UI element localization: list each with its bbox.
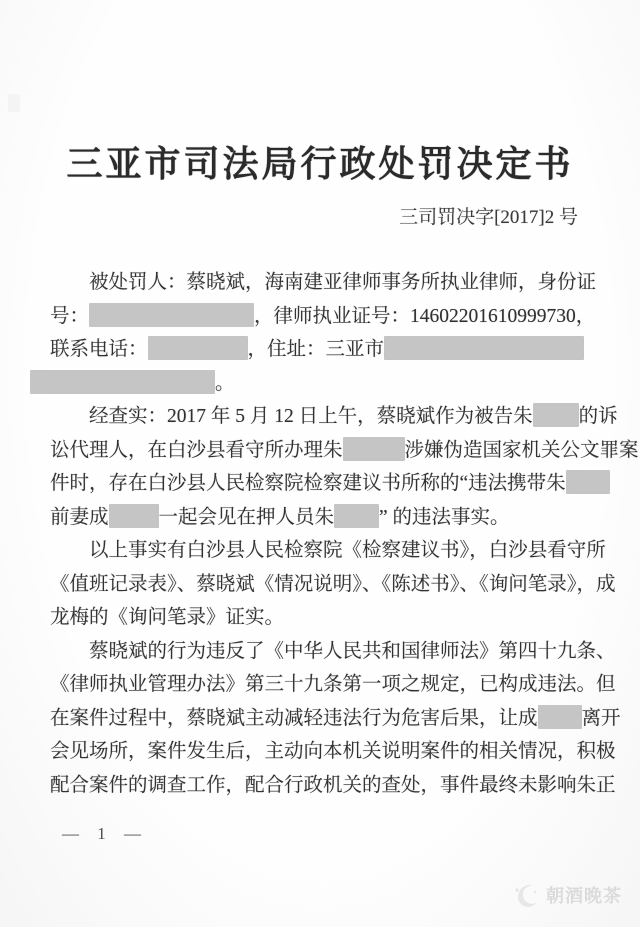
document-line [50,467,610,501]
document-line [50,367,610,401]
document-text: 离开 [581,707,621,729]
redaction-box [89,303,254,327]
document-line [50,333,610,367]
document-line [50,400,618,434]
document-text: 以上事实有白沙县人民检察院《检察建议书》，白沙县看守所 [89,540,606,561]
document-text: 涉嫌伪造国家机关公文罪案 [404,439,639,461]
document-text: 。 [215,372,235,394]
document-text: 经查实：2017 年 5 月 12 日上午，蔡晓斌作为被告朱 [89,406,533,427]
redaction-box [538,705,582,729]
redaction-box [334,504,379,528]
document-text: 配合案件的调查工作，配合行政机关的查处，事件最终未影响朱正 [50,774,616,796]
moon-doodle-icon [512,880,542,910]
document-text: 《值班记录表》、蔡晓斌《情况说明》、《陈述书》、《询问笔录》，成 [50,573,616,595]
document-line [50,769,616,803]
redaction-box [109,504,159,528]
document-text: 件时，存在白沙县人民检察院检察建议书所称的“违法携带朱 [50,473,566,494]
redaction-box [343,437,405,461]
document-text: ，律师执业证号：14602201610999730， [254,305,596,327]
document-line [50,601,610,635]
document-body [50,266,639,802]
document-line [50,735,616,769]
document-line [50,534,610,568]
document-line [50,668,616,702]
document-line [50,568,616,602]
watermark [512,880,622,910]
document-text: 会见场所，案件发生后，主动向本机关说明案件的相关情况，积极 [50,741,616,762]
document-line [50,266,610,300]
document-text: 龙梅的《询问笔录》证实。 [50,607,285,628]
document-line [50,434,639,468]
document-text: 《律师执业管理办法》第三十九条第一项之规定，已构成违法。但 [50,674,616,695]
document-text: 被处罚人：蔡晓斌，海南建亚律师事务所执业律师，身份证 [89,272,597,293]
document-text: 的诉 [578,406,618,427]
document-line [50,635,616,669]
document-text: 一起会见在押人员朱 [158,506,335,528]
document-text: 讼代理人，在白沙县看守所办理朱 [50,439,343,461]
document-line [50,300,610,334]
document-text: ，住址：三亚市 [247,339,385,360]
redaction-box [148,336,248,360]
document-line [50,702,621,736]
redaction-box [566,470,610,494]
document-text: 号： [50,305,90,327]
document-number: 三司罚决字[2017]2 号 [399,207,578,228]
document-text: ” 的违法事实。 [379,506,510,528]
document-text: 联系电话： [50,339,148,360]
redaction-box [30,370,215,394]
document-title: 三亚市司法局行政处罚决定书 [66,144,574,184]
page-number: — 1 — [62,824,148,843]
document-text: 前妻成 [50,506,109,528]
watermark-label: 朝酒晚茶 [546,886,622,906]
document-line [50,501,610,535]
document-text: 在案件过程中，蔡晓斌主动减轻违法行为危害后果，让成 [50,707,538,729]
document-text: 蔡晓斌的行为违反了《中华人民共和国律师法》第四十九条、 [89,640,616,662]
redaction-box [384,336,584,360]
redaction-box [533,403,579,427]
